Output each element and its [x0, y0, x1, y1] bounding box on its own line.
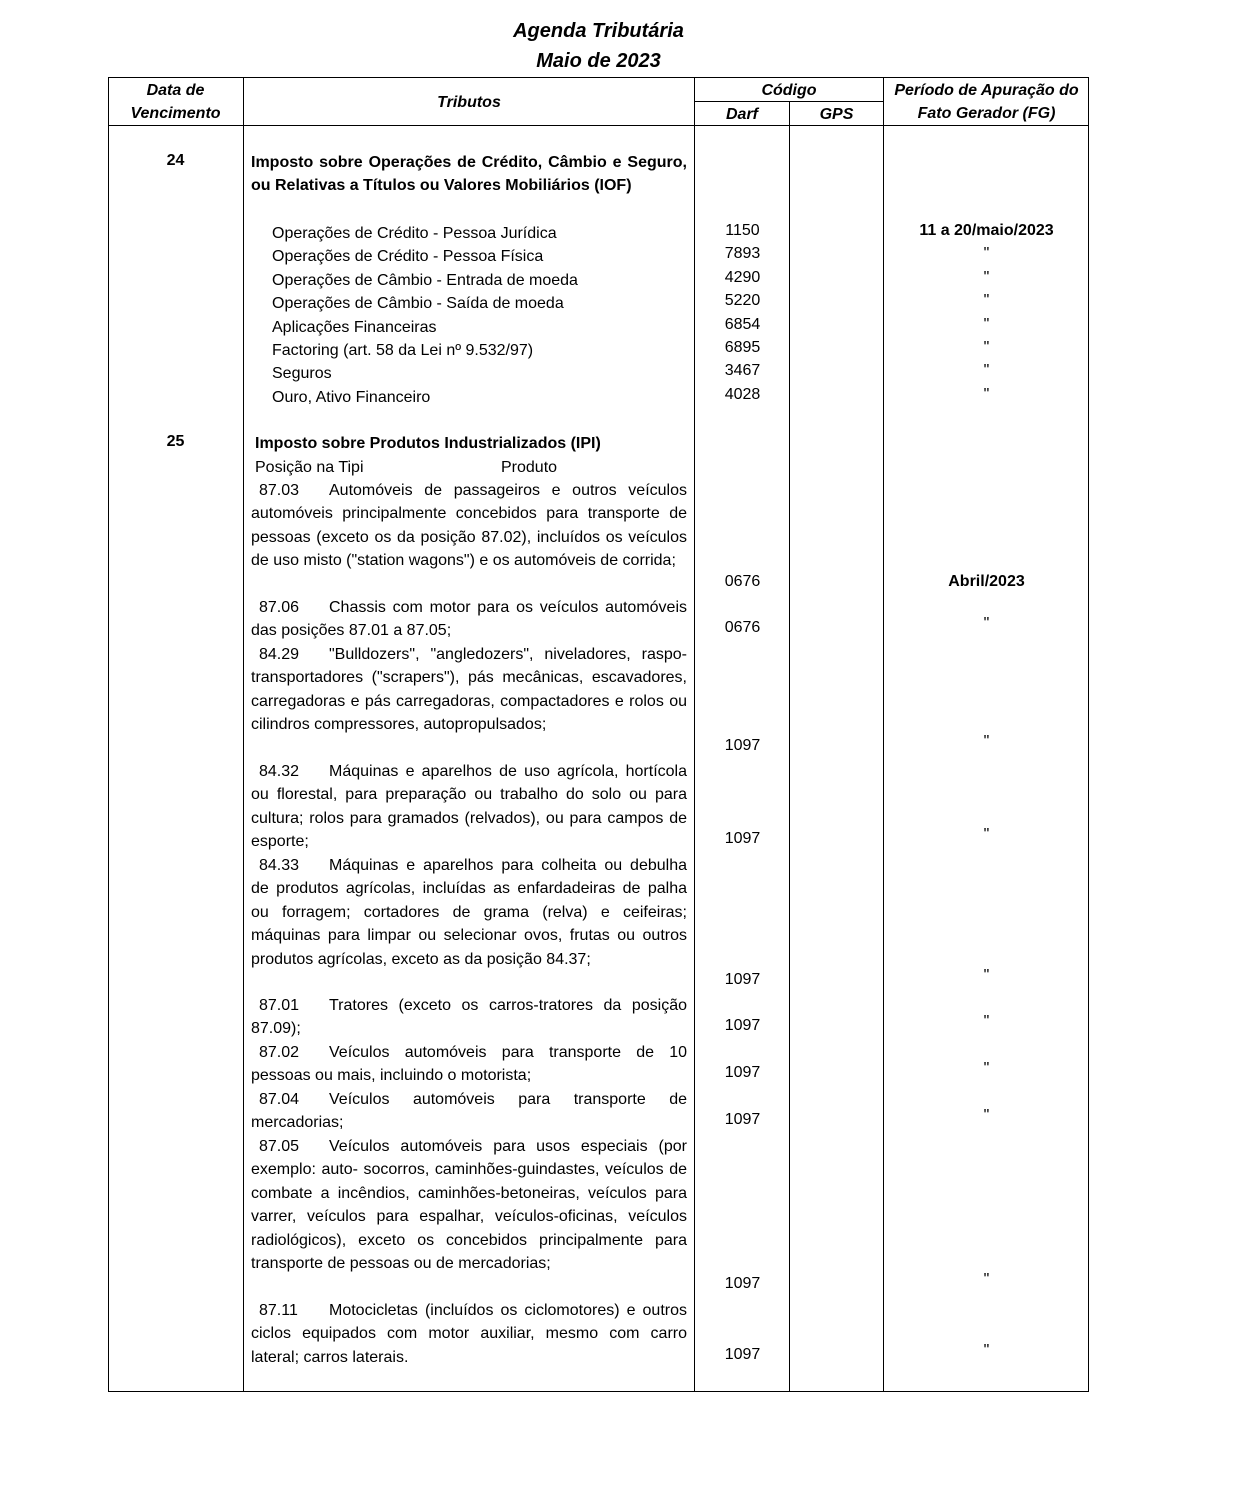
product-description: Motocicletas (incluídos os ciclomotores) e outros ciclos equipados com motor auxiliar, mesmo com carro lateral; carros laterais. — [251, 1302, 687, 1366]
product-description: Automóveis de passageiros e outros veículos automóveis principalmente concebidos para transporte de pessoas (exceto os da posição 87.02), incluídos os veículos de uso misto ("station wagons") e os automóveis de corrida; — [251, 482, 687, 570]
header-tributos: Tributos — [437, 94, 501, 111]
darf-code: 1097 — [724, 1111, 761, 1129]
tipi-position: 87.01 — [259, 997, 300, 1014]
header-divider — [108, 125, 1089, 126]
product-description: Veículos automóveis para transporte de 10 pessoas ou mais, incluindo o motorista; — [251, 1044, 687, 1085]
list-item: Aplicações Financeiras — [272, 318, 437, 336]
period: 11 a 20/maio/2023 — [919, 222, 1054, 239]
list-item: Factoring (art. 58 da Lei nº 9.532/97) — [272, 342, 534, 359]
tipi-position: 84.29 — [259, 646, 300, 663]
list-item — [251, 1299, 687, 1369]
period: " — [983, 315, 990, 333]
list-item: Ouro, Ativo Financeiro — [272, 388, 431, 406]
period: " — [983, 339, 990, 356]
period: " — [983, 268, 990, 286]
darf-code: 0676 — [724, 572, 761, 590]
period: " — [983, 1341, 990, 1359]
header-periodo: Período de Apuração do Fato Gerador (FG) — [894, 82, 1079, 122]
darf-code: 1097 — [724, 971, 761, 988]
list-item — [251, 596, 687, 643]
period: " — [983, 1107, 990, 1125]
darf-code: 0676 — [724, 619, 761, 637]
product-description: Veículos automóveis para transporte de mercadorias; — [251, 1091, 687, 1132]
darf-code: 7893 — [724, 245, 761, 263]
list-item — [251, 994, 687, 1041]
darf-code: 1097 — [724, 1064, 761, 1082]
product-description: Tratores (exceto os carros-tratores da posição 87.09); — [251, 997, 687, 1038]
list-item — [251, 643, 687, 737]
tax-heading-ipi: Imposto sobre Produtos Industrializados (IPI) — [255, 435, 601, 452]
document-title: Agenda Tributária — [513, 20, 684, 42]
list-item — [251, 1041, 687, 1088]
due-date: 25 — [166, 433, 185, 450]
tipi-position: 87.04 — [259, 1091, 300, 1108]
darf-code: 1097 — [724, 1275, 761, 1293]
darf-code: 4290 — [724, 268, 761, 286]
period: " — [983, 362, 990, 380]
darf-code: 6854 — [724, 315, 761, 333]
period: " — [983, 385, 990, 403]
due-date: 24 — [166, 152, 185, 169]
list-item: Operações de Câmbio - Saída de moeda — [272, 295, 564, 313]
list-item — [251, 854, 687, 971]
product-description: "Bulldozers", "angledozers", niveladores, raspo- transportadores ("scrapers"), pás mecânicas, escavadores, carregadoras e pás carregadoras, compactadores e rolos ou cilindros compressores, autopropulsados; — [251, 646, 687, 734]
period: " — [983, 967, 990, 984]
period: Abril/2023 — [948, 572, 1025, 590]
col-divider — [243, 77, 244, 1392]
darf-code: 1097 — [724, 736, 761, 754]
tipi-position: 84.32 — [259, 763, 300, 780]
darf-code: 1150 — [725, 222, 760, 239]
darf-code: 1097 — [724, 1345, 761, 1363]
tipi-position: 87.03 — [259, 482, 300, 499]
period: " — [983, 1013, 990, 1031]
list-item: Operações de Crédito - Pessoa Física — [272, 248, 544, 266]
darf-code: 3467 — [724, 362, 761, 380]
tipi-position: 84.33 — [259, 857, 300, 874]
period: " — [983, 615, 990, 633]
tipi-position: 87.02 — [259, 1044, 300, 1061]
product-description: Veículos automóveis para usos especiais (por exemplo: auto- socorros, caminhões-guindastes, veículos de combate a incêndios, caminhões-betoneiras, veículos para varrer, veículos para espalhar, veículos-oficinas, veículos radiológicos), exceto os concebidos principalmente para transporte de pessoas ou de mercadorias; — [251, 1138, 687, 1273]
header-codigo: Código — [761, 82, 817, 99]
period: " — [983, 245, 990, 263]
darf-code: 1097 — [724, 830, 761, 848]
tipi-position: 87.05 — [259, 1138, 300, 1155]
period: " — [983, 1271, 990, 1289]
darf-code: 1097 — [724, 1017, 761, 1035]
list-item: Seguros — [272, 365, 332, 383]
tax-heading-iof: Imposto sobre Operações de Crédito, Câmbio e Seguro, ou Relativas a Títulos ou Valores Mobiliários (IOF) — [251, 154, 687, 195]
product-description: Máquinas e aparelhos de uso agrícola, hortícola ou florestal, para preparação ou trabalho do solo ou para cultura; rolos para gramados (relvados), ou para campos de esporte; — [251, 763, 687, 851]
list-item — [251, 1135, 687, 1275]
document-subtitle: Maio de 2023 — [536, 50, 661, 72]
period: " — [983, 1060, 990, 1078]
period: " — [983, 826, 990, 844]
tipi-position: 87.11 — [259, 1302, 298, 1319]
tipi-position: 87.06 — [259, 599, 300, 616]
period: " — [983, 732, 990, 750]
darf-code: 6895 — [724, 339, 761, 356]
header-gps: GPS — [819, 106, 854, 123]
header-data: Data de Vencimento — [130, 82, 221, 122]
list-item: Operações de Câmbio - Entrada de moeda — [272, 271, 578, 289]
list-item — [251, 760, 687, 854]
product-description: Chassis com motor para os veículos automóveis das posições 87.01 a 87.05; — [251, 599, 687, 640]
product-description: Máquinas e aparelhos para colheita ou debulha de produtos agrícolas, incluídas as enfardadeiras de palha ou forragem; cortadores de grama (relva) e ceifeiras; máquinas para limpar ou selecionar ovos, frutas ou outros produtos agrícolas, exceto as da posição 84.37; — [251, 857, 687, 968]
darf-code: 5220 — [724, 292, 761, 310]
list-item — [251, 479, 687, 573]
period: " — [983, 292, 990, 310]
darf-code: 4028 — [724, 385, 761, 403]
col-label-produto: Produto — [501, 459, 558, 476]
list-item: Operações de Crédito - Pessoa Jurídica — [272, 225, 557, 242]
list-item — [251, 1088, 687, 1135]
col-label-posicao: Posição na Tipi — [255, 459, 364, 476]
header-darf: Darf — [725, 106, 758, 123]
